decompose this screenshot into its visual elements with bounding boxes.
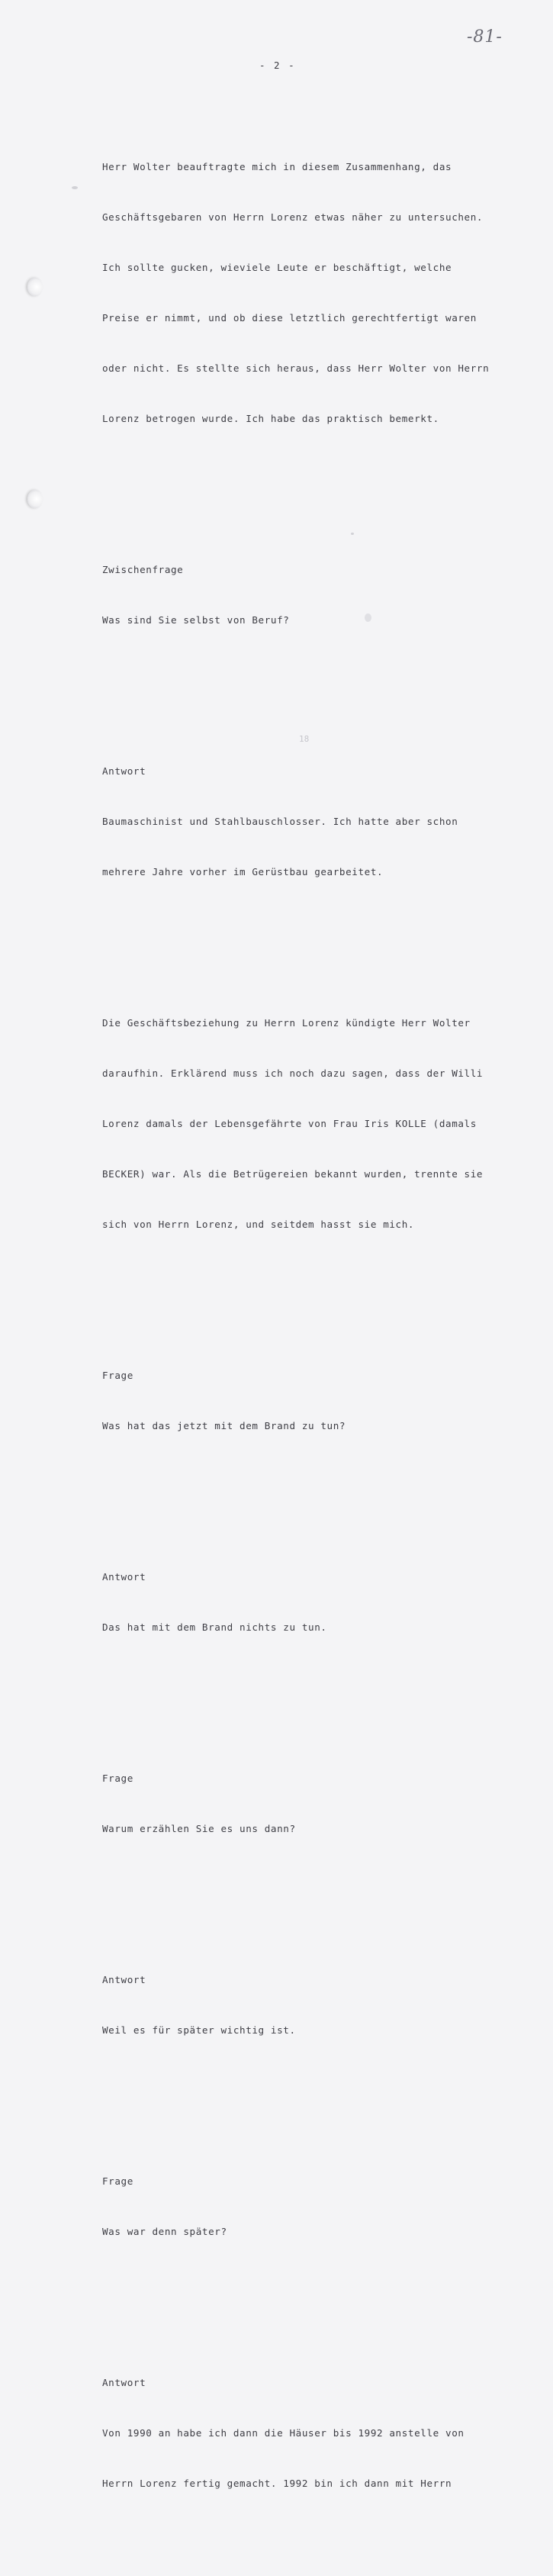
- text-line: oder nicht. Es stellte sich heraus, dass Herr Wolter von Herrn: [102, 362, 490, 374]
- question-block: [102, 1334, 514, 1468]
- question-block: [102, 1737, 514, 1871]
- text-line: sich von Herrn Lorenz, und seitdem hasst sie mich.: [102, 1219, 415, 1230]
- answer-block: [102, 1535, 514, 1670]
- text-line: daraufhin. Erklärend muss ich noch dazu sagen, dass der Willi: [102, 1067, 484, 1079]
- text-line: Das hat mit dem Brand nichts zu tun.: [102, 1621, 327, 1633]
- answer-block: [102, 729, 514, 914]
- text-line: Weil es für später wichtig ist.: [102, 2024, 296, 2036]
- text-line: Herr Wolter beauftragte mich in diesem Zusammenhang, das: [102, 161, 452, 172]
- text-line: Warum erzählen Sie es uns dann?: [102, 1823, 296, 1834]
- text-line: Was sind Sie selbst von Beruf?: [102, 614, 290, 626]
- question-block: [102, 528, 514, 662]
- speaker-label: Frage: [102, 1370, 133, 1381]
- document-body: [102, 92, 514, 2576]
- speaker-label: Antwort: [102, 1974, 146, 1985]
- text-line: mehrere Jahre vorher im Gerüstbau gearbeitet.: [102, 866, 384, 877]
- speaker-label: Zwischenfrage: [102, 564, 184, 575]
- punch-hole-bottom: [27, 490, 43, 508]
- speaker-label: Frage: [102, 1773, 133, 1784]
- text-line: Die Geschäftsbeziehung zu Herrn Lorenz kündigte Herr Wolter: [102, 1017, 471, 1029]
- text-line: Was hat das jetzt mit dem Brand zu tun?: [102, 1420, 346, 1431]
- speaker-label: Antwort: [102, 1571, 146, 1583]
- text-line: Lorenz betrogen wurde. Ich habe das praktisch bemerkt.: [102, 413, 439, 424]
- page-number: - 2 -: [259, 60, 296, 71]
- paragraph-business: [102, 981, 514, 1267]
- answer-block: [102, 1938, 514, 2072]
- paper-speck: [72, 186, 78, 189]
- text-line: Was war denn später?: [102, 2226, 227, 2237]
- question-block: [102, 2140, 514, 2274]
- answer-block: [102, 2341, 514, 2526]
- text-line: Herrn Lorenz fertig gemacht. 1992 bin ich dann mit Herrn: [102, 2478, 452, 2489]
- speaker-label: Antwort: [102, 765, 146, 777]
- punch-hole-top: [27, 278, 43, 296]
- paragraph-intro: [102, 125, 514, 461]
- text-line: Geschäftsgebaren von Herrn Lorenz etwas näher zu untersuchen.: [102, 211, 484, 223]
- text-line: Ich sollte gucken, wieviele Leute er beschäftigt, welche: [102, 262, 452, 273]
- handwritten-page-number: -81-: [467, 27, 503, 47]
- text-line: BECKER) war. Als die Betrügereien bekannt wurden, trennte sie: [102, 1168, 484, 1180]
- text-line: Lorenz damals der Lebensgefährte von Frau Iris KOLLE (damals: [102, 1118, 477, 1129]
- speaker-label: Antwort: [102, 2377, 146, 2388]
- text-line: Preise er nimmt, und ob diese letztlich gerechtfertigt waren: [102, 312, 477, 324]
- text-line: Baumaschinist und Stahlbauschlosser. Ich hatte aber schon: [102, 816, 458, 827]
- faint-page-mark: 18: [299, 734, 310, 744]
- text-line: Von 1990 an habe ich dann die Häuser bis 1992 anstelle von: [102, 2427, 465, 2439]
- speaker-label: Frage: [102, 2175, 133, 2187]
